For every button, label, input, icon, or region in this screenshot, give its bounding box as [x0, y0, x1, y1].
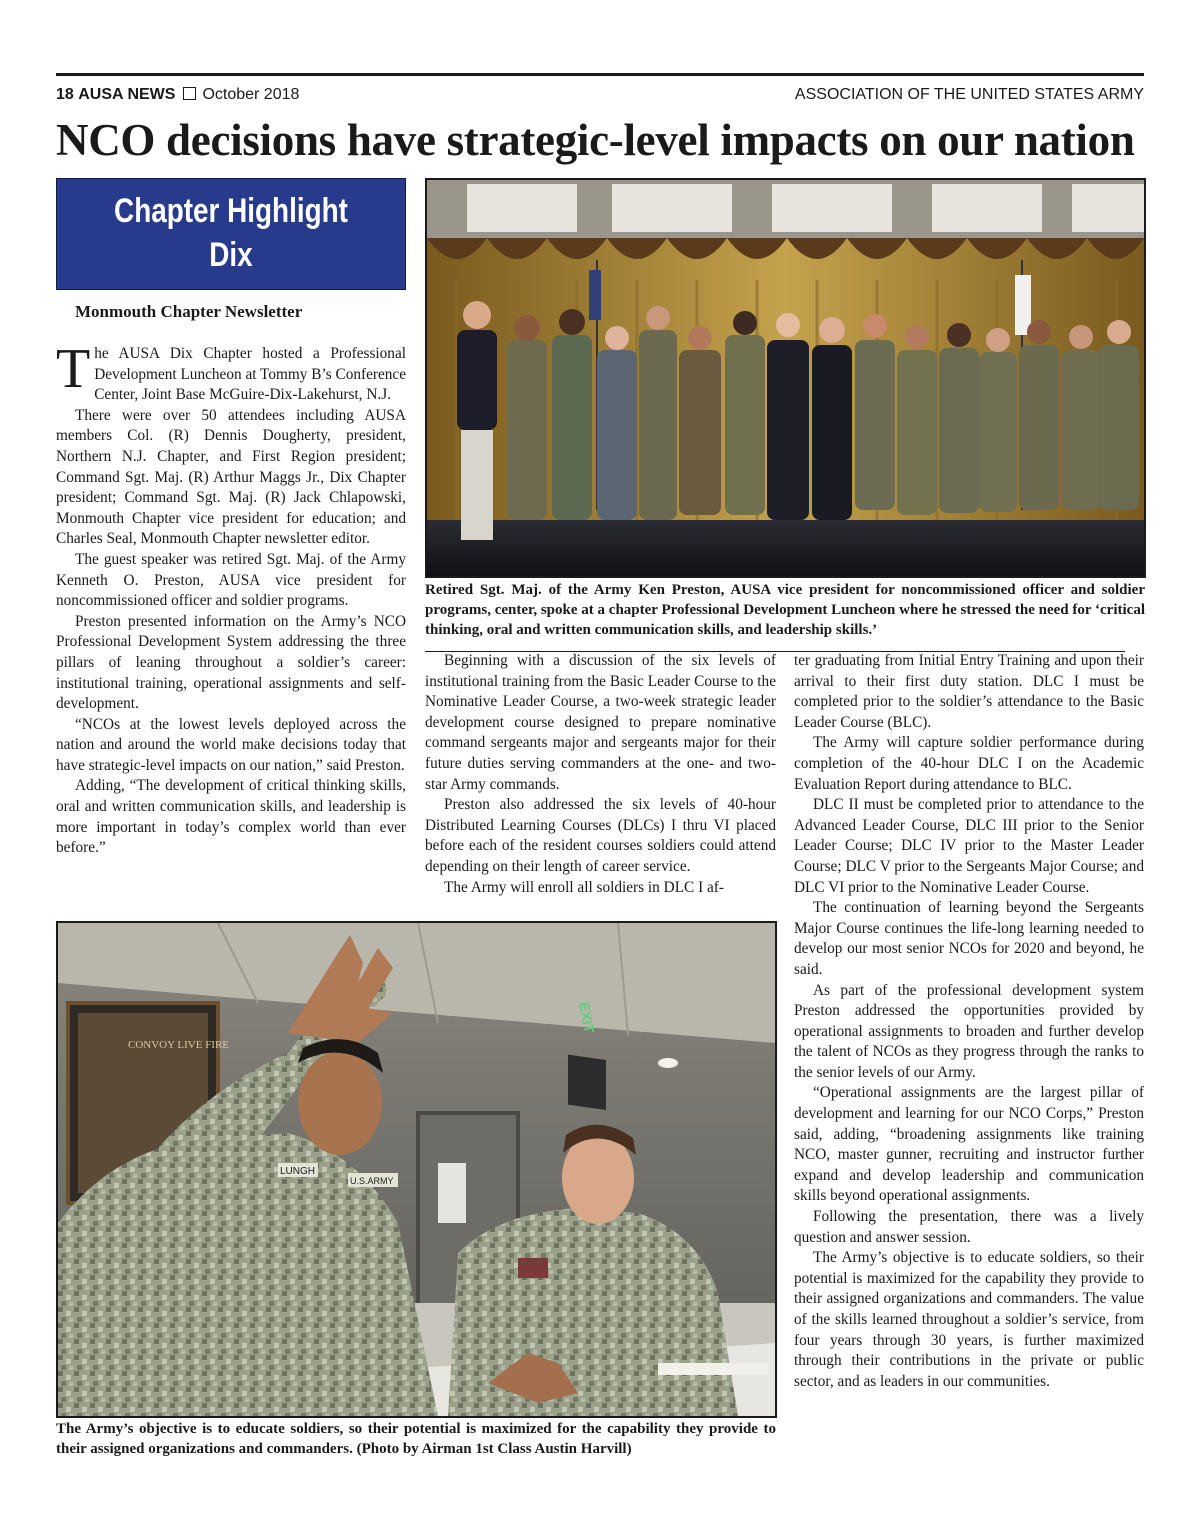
paragraph: The Army will capture soldier performance during completion of the 40-hour DLC I on the Academic Evaluation Report during attendance to BLC.: [794, 734, 1144, 793]
group-photo: [425, 178, 1146, 578]
exit-sign: EXIT: [576, 1000, 598, 1035]
paragraph: As part of the professional development system Preston addressed the opportunities provided by operational assignments to broaden and further develop the talent of NCOs as they progress through the ranks to the senior levels of our Army.: [794, 981, 1144, 1081]
group-photo-caption: Retired Sgt. Maj. of the Army Ken Preston, AUSA vice president for noncommissioned officer and soldier programs, center, spoke at a chapter Professional Development Luncheon where he stressed the need for ‘critical thinking, oral and written communication skills, and leadership skills.’: [425, 582, 1145, 638]
paragraph: The Army will enroll all soldiers in DLC I af-: [444, 878, 724, 896]
poster-text: CONVOY LIVE FIRE: [128, 1039, 230, 1051]
paragraph: “Operational assignments are the largest pillar of development and learning for our NCO Corps,” Preston said, adding, “broadening assignments like training NCO, master gunner, recruiting and instructor further expand and develop leadership and communication skills beyond operational assignments.: [794, 1084, 1144, 1205]
paragraph: Beginning with a discussion of the six levels of institutional training from the Basic Leader Course to the Nominative Leader Course, a two-week strategic leader development course designed to prepare nominative command sergeants major and sergeants major for their future duties serving commanders at the one- and two-star Army commands.: [425, 652, 776, 793]
paragraph: Preston also addressed the six levels of 40-hour Distributed Learning Courses (DLCs) I thru VI placed before each of the resident courses soldiers could attend depending on their length of career service.: [425, 796, 776, 875]
group-photo-image: [427, 180, 1144, 576]
paragraph: DLC II must be completed prior to attendance to the Advanced Leader Course, DLC III prior to the Senior Leader Course; DLC IV prior to the Master Leader Course; DLC V prior to the Sergeants Major Course; and DLC VI prior to the Nominative Leader Course.: [794, 796, 1144, 896]
article-column-1: [56, 338, 406, 859]
classroom-photo-image: [58, 923, 775, 1416]
paragraph: The Army’s objective is to educate soldiers, so their potential is maximized for the capability they provide to their assigned organizations and commanders. The value of the skills learned throughout a soldier’s service, from four years through 30 years, is further maximized through their contributions in the private or public sector, and as leaders in our communities.: [794, 1249, 1144, 1390]
paragraph: The continuation of learning beyond the Sergeants Major Course continues the life-long learning needed to develop our most senior NCOs for 2020 and beyond, he said.: [794, 899, 1144, 978]
headline: NCO decisions have strategic-level impacts on our nation: [56, 115, 1135, 165]
paragraph: Following the presentation, there was a lively question and answer session.: [794, 1208, 1144, 1246]
header-left: [56, 86, 299, 104]
highlight-title: Chapter Highlight: [114, 192, 348, 230]
article-column-3: [794, 651, 1144, 1392]
checkbox-icon: [183, 87, 196, 100]
paragraph: ter graduating from Initial Entry Training and upon their arrival to their first duty station. DLC I must be completed prior to the soldier’s attendance to the Basic Leader Course (BLC).: [794, 652, 1144, 731]
drop-cap: T: [56, 338, 91, 400]
name-tape: LUNGH: [280, 1166, 316, 1177]
paragraph: “NCOs at the lowest levels deployed across the nation and around the world make decisions today that have strategic-level impacts on our nation,” said Preston.: [56, 715, 406, 774]
publication-name: AUSA NEWS: [78, 86, 176, 103]
page-header: [56, 86, 1144, 110]
classroom-photo: [56, 921, 777, 1418]
paragraph: The AUSA Dix Chapter hosted a Professional Development Luncheon at Tommy B’s Conference Center, Joint Base McGuire-Dix-Lakehurst, N.J.: [56, 338, 406, 404]
top-rule: [56, 73, 1144, 76]
organization-name: ASSOCIATION OF THE UNITED STATES ARMY: [794, 86, 1144, 103]
paragraph: Adding, “The development of critical thinking skills, oral and written communication skills, and leadership is more important in today’s complex world than ever before.”: [56, 777, 406, 857]
paragraph: There were over 50 attendees including AUSA members Col. (R) Dennis Dougherty, president, Northern N.J. Chapter, and First Region president; Command Sgt. Maj. (R) Arthur Maggs Jr., Dix Chapter president; Command Sgt. Maj. (R) Jack Chlapowski, Monmouth Chapter vice president for education; and Charles Seal, Monmouth Chapter newsletter editor.: [56, 406, 406, 548]
army-tape: U.S.ARMY: [350, 1176, 394, 1186]
classroom-photo-caption: The Army’s objective is to educate soldiers, so their potential is maximized for the capability they provide to their assigned organizations and commanders. (Photo by Airman 1st Class Austin Harvill): [56, 1421, 776, 1457]
paragraph: Preston presented information on the Army’s NCO Professional Development System addressing the three pillars of leaning throughout a soldier’s career: institutional training, operational assignments and self-development.: [56, 612, 406, 713]
issue-date: October 2018: [202, 86, 300, 103]
highlight-chapter: Dix: [209, 236, 253, 274]
source-line: Monmouth Chapter Newsletter: [75, 302, 303, 321]
article-column-2: [425, 651, 776, 898]
chapter-highlight-box: [56, 178, 406, 290]
page-number: 18: [56, 86, 74, 103]
paragraph: The guest speaker was retired Sgt. Maj. of the Army Kenneth O. Preston, AUSA vice president for noncommissioned officer and soldier programs.: [56, 550, 406, 610]
